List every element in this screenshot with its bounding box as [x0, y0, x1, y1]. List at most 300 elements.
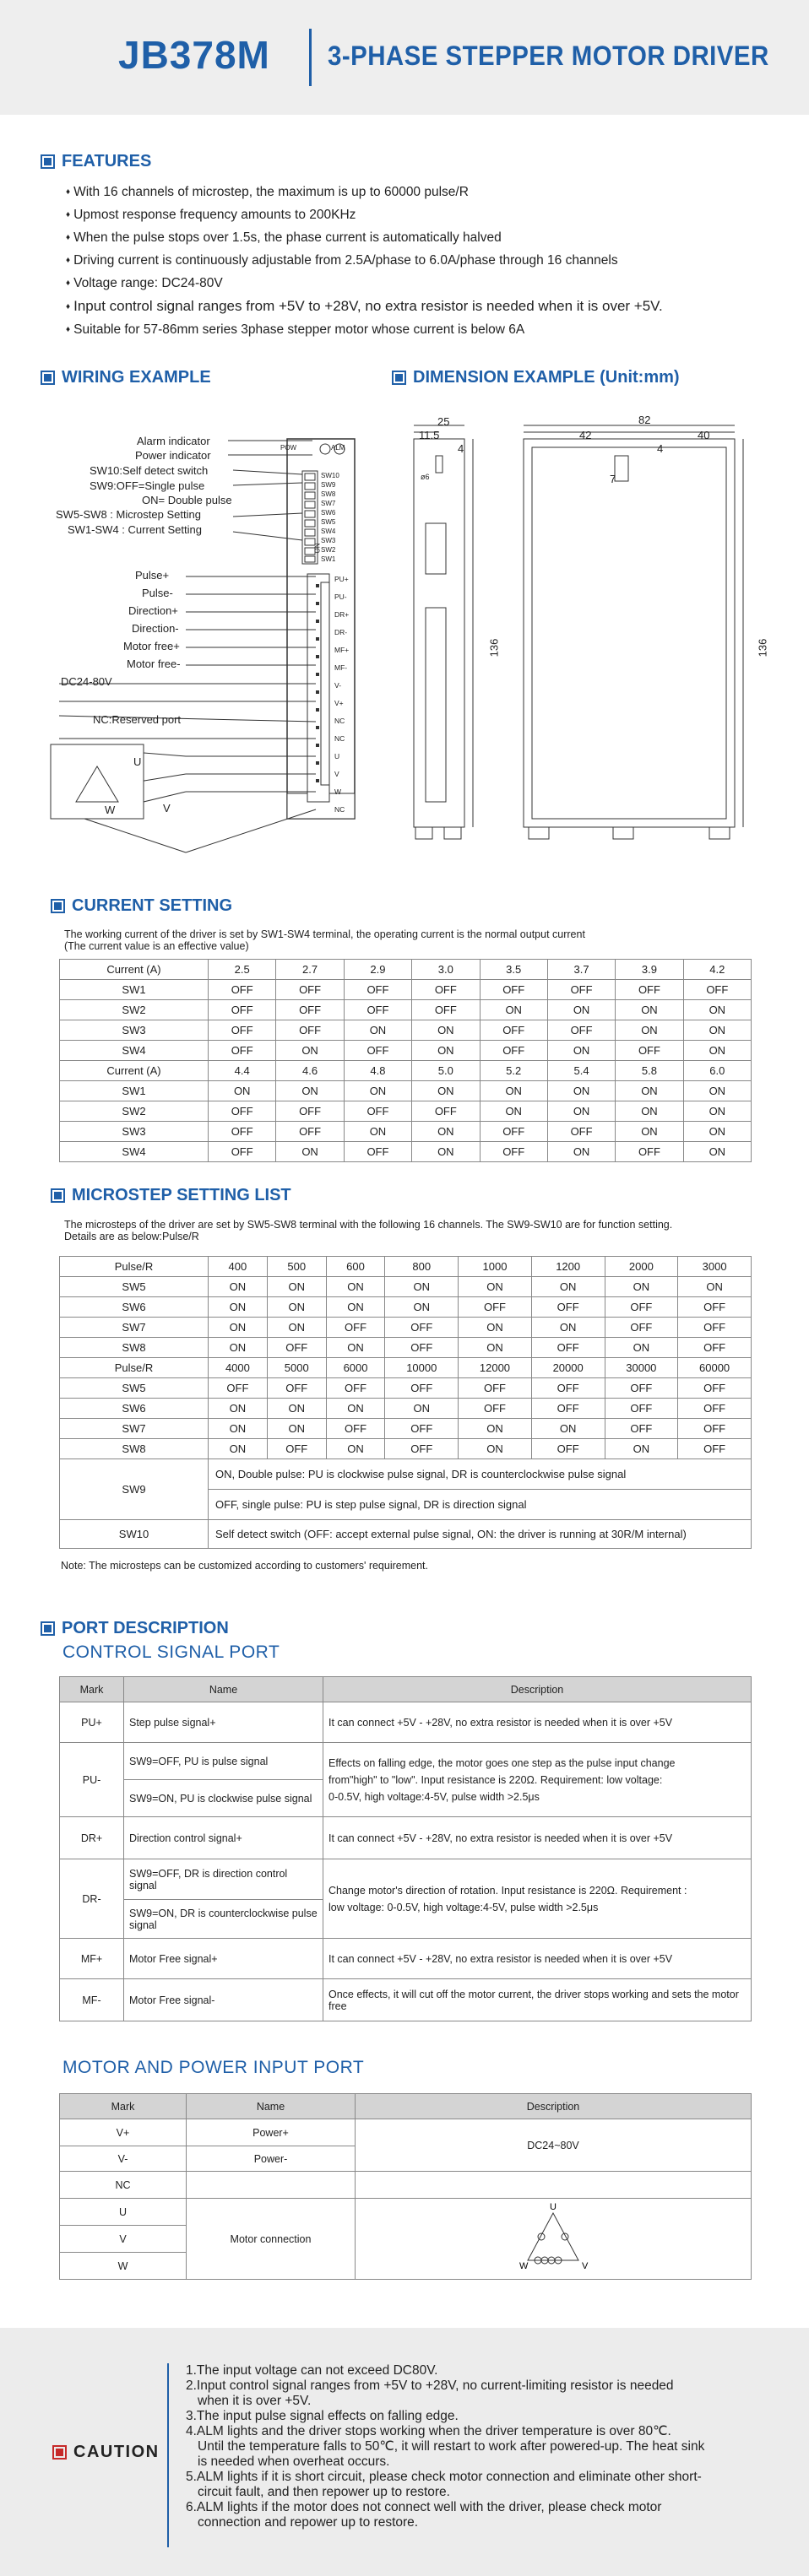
switch-label: SW2 — [321, 546, 336, 554]
table-row — [60, 1939, 752, 1979]
section-square-icon — [41, 1621, 55, 1636]
table-cell: SW5 — [60, 1277, 209, 1297]
table-cell: ON — [209, 1081, 276, 1101]
table-cell: ON — [412, 1020, 480, 1041]
table-cell: Step pulse signal+ — [124, 1702, 323, 1743]
table-cell: ON — [326, 1338, 385, 1358]
wiring-label: SW10:Self detect switch — [90, 464, 209, 477]
table-cell: ON — [385, 1297, 459, 1318]
microstep-footnote: Note: The microsteps can be customized according to customers' requirement. — [61, 1560, 428, 1572]
table-row — [60, 2172, 752, 2199]
table-cell: ON — [683, 1081, 751, 1101]
table-cell: OFF — [683, 980, 751, 1000]
table-cell: SW7 — [60, 1419, 209, 1439]
caution-divider — [167, 2363, 169, 2547]
table-cell: 3.7 — [547, 960, 615, 980]
table-row — [60, 1277, 752, 1297]
table-cell: OFF — [385, 1338, 459, 1358]
wiring-label: Direction+ — [128, 604, 178, 617]
switch-label: SW5 — [321, 518, 336, 526]
caution-list — [186, 2363, 777, 2530]
table-cell: OFF — [616, 1142, 683, 1162]
table-cell: OFF — [480, 1020, 547, 1041]
table-cell: 600 — [326, 1257, 385, 1277]
dim-front-total: 82 — [638, 414, 651, 426]
table-cell: SW9=ON, DR is counterclockwise pulse signal — [124, 1900, 323, 1939]
table-cell: ON — [412, 1142, 480, 1162]
table-cell: OFF — [385, 1378, 459, 1399]
table-cell: 2.5 — [209, 960, 276, 980]
table-cell: OFF — [480, 1041, 547, 1061]
terminal-label-list — [334, 571, 349, 819]
table-cell: ON — [605, 1338, 678, 1358]
table-cell — [356, 2199, 752, 2280]
table-cell: ON — [412, 1041, 480, 1061]
table-cell: OFF — [480, 1122, 547, 1142]
motor-phase-label: V — [163, 802, 171, 814]
table-cell: OFF — [209, 1122, 276, 1142]
table-cell: 3.0 — [412, 960, 480, 980]
dimension-heading-label: DIMENSION EXAMPLE (Unit:mm) — [413, 368, 680, 387]
table-cell: 3000 — [678, 1257, 752, 1277]
microstep-note: Details are as below:Pulse/R — [64, 1231, 199, 1242]
table-cell: 3.5 — [480, 960, 547, 980]
header-divider — [309, 29, 312, 86]
dimension-heading — [392, 368, 680, 387]
caution-item: 5.ALM lights if it is short circuit, please check motor connection and eliminate other short- — [186, 2470, 702, 2484]
table-cell: 30000 — [605, 1358, 678, 1378]
table-cell: ON — [531, 1277, 605, 1297]
table-cell: ON — [547, 1142, 615, 1162]
table-cell: OFF — [209, 1041, 276, 1061]
dim-side-height: 136 — [487, 638, 501, 658]
table-cell: OFF — [412, 1000, 480, 1020]
features-list — [66, 181, 663, 341]
wiring-label: SW1-SW4 : Current Setting — [68, 523, 202, 536]
table-cell: SW2 — [60, 1101, 209, 1122]
table-cell: MF+ — [60, 1939, 124, 1979]
table-cell: OFF — [605, 1399, 678, 1419]
table-cell: ON — [531, 1419, 605, 1439]
table-cell — [323, 1743, 752, 1817]
table-cell: OFF — [209, 1378, 268, 1399]
wiring-label: SW9:OFF=Single pulse — [90, 479, 205, 492]
table-cell: ON — [344, 1122, 411, 1142]
table-cell: OFF — [459, 1378, 532, 1399]
section-square-icon — [392, 371, 406, 385]
table-cell: OFF — [344, 1142, 411, 1162]
table-row — [60, 1702, 752, 1743]
product-title: 3-PHASE STEPPER MOTOR DRIVER — [328, 41, 769, 71]
table-cell: ON — [480, 1000, 547, 1020]
table-cell: OFF — [385, 1318, 459, 1338]
table-cell: SW6 — [60, 1297, 209, 1318]
table-cell: OFF — [480, 1142, 547, 1162]
table-cell: SW3 — [60, 1122, 209, 1142]
table-cell: SW9=OFF, PU is pulse signal — [124, 1743, 323, 1780]
control-port-title: CONTROL SIGNAL PORT — [62, 1642, 280, 1662]
table-cell: ON — [683, 1122, 751, 1142]
switch-label: SW8 — [321, 490, 336, 498]
table-cell: ON — [683, 1000, 751, 1020]
table-cell: OFF — [616, 1041, 683, 1061]
wiring-label: NC:Reserved port — [93, 713, 182, 726]
table-cell: OFF — [267, 1378, 326, 1399]
table-cell: Pulse/R — [60, 1257, 209, 1277]
table-cell: OFF — [344, 1041, 411, 1061]
table-cell: OFF — [678, 1338, 752, 1358]
features-heading — [41, 152, 151, 171]
feature-item: ♦ When the pulse stops over 1.5s, the phase current is automatically halved — [66, 226, 663, 249]
table-cell: SW9 — [60, 1459, 209, 1520]
table-header-row — [60, 2094, 752, 2119]
table-cell: ON — [344, 1020, 411, 1041]
table-cell: OFF — [209, 1142, 276, 1162]
table-cell: ON — [547, 1081, 615, 1101]
description-line: from"high" to "low". Input resistance is 220Ω. Requirement: low voltage: — [328, 1773, 663, 1786]
table-cell: SW9=ON, PU is clockwise pulse signal — [124, 1780, 323, 1817]
section-square-icon — [41, 154, 55, 169]
dim-side-a: 11.5 — [419, 429, 440, 441]
table-cell: OFF — [344, 1101, 411, 1122]
caution-item: is needed when overheat occurs. — [198, 2454, 390, 2469]
table-cell: Power+ — [187, 2119, 356, 2146]
table-cell: SW7 — [60, 1318, 209, 1338]
table-cell: 4.2 — [683, 960, 751, 980]
table-cell: ON — [683, 1041, 751, 1061]
table-row — [60, 1439, 752, 1459]
table-cell: ON — [459, 1439, 532, 1459]
table-cell: OFF — [531, 1297, 605, 1318]
dim-front-right: 40 — [698, 429, 710, 441]
table-row — [60, 980, 752, 1000]
table-cell: OFF — [276, 1101, 344, 1122]
table-cell: Once effects, it will cut off the motor current, the driver stops working and sets the motor free — [323, 1979, 752, 2021]
table-cell: 5000 — [267, 1358, 326, 1378]
table-cell: OFF — [276, 980, 344, 1000]
table-cell: OFF — [678, 1439, 752, 1459]
motor-box — [51, 744, 144, 819]
table-cell: OFF — [209, 1020, 276, 1041]
table-cell: ON — [326, 1297, 385, 1318]
table-cell: SW8 — [60, 1338, 209, 1358]
table-cell: ON — [276, 1142, 344, 1162]
table-row — [60, 1817, 752, 1859]
port-heading — [41, 1619, 229, 1638]
control-port-table — [59, 1676, 752, 2021]
table-row — [60, 960, 752, 980]
table-cell: 4.6 — [276, 1061, 344, 1081]
table-cell: OFF — [547, 1122, 615, 1142]
table-row — [60, 1000, 752, 1020]
table-cell: 3.9 — [616, 960, 683, 980]
table-cell: ON — [267, 1277, 326, 1297]
table-cell: 2000 — [605, 1257, 678, 1277]
table-cell: 4000 — [209, 1358, 268, 1378]
table-cell: OFF — [326, 1419, 385, 1439]
dimension-drawing — [405, 414, 777, 852]
table-row — [60, 2199, 752, 2226]
table-cell: 800 — [385, 1257, 459, 1277]
table-cell: OFF — [605, 1378, 678, 1399]
table-cell: ON — [209, 1297, 268, 1318]
table-row — [60, 1081, 752, 1101]
table-cell: OFF — [276, 1020, 344, 1041]
table-cell: ON — [412, 1081, 480, 1101]
table-row — [60, 1419, 752, 1439]
wiring-label: DC24-80V — [61, 675, 112, 688]
model-number: JB378M — [118, 33, 270, 77]
caution-item: Until the temperature falls to 50℃, it will restart to work after powered-up. The heat sink — [198, 2439, 705, 2454]
table-cell: Power- — [187, 2146, 356, 2172]
current-heading — [51, 896, 232, 916]
terminal-label: V- — [334, 681, 342, 690]
table-cell: 2.9 — [344, 960, 411, 980]
svg-text:W: W — [519, 2261, 529, 2271]
table-cell: ON — [276, 1041, 344, 1061]
table-cell: ON — [678, 1277, 752, 1297]
dim-side-b: 4 — [458, 442, 464, 455]
table-cell: 2.7 — [276, 960, 344, 980]
table-cell: NC — [60, 2172, 187, 2199]
wiring-label: ON= Double pulse — [142, 494, 232, 506]
current-note: The working current of the driver is set by SW1-SW4 terminal, the operating current is the normal output current — [64, 928, 585, 940]
table-cell: OFF — [605, 1297, 678, 1318]
table-row — [60, 1020, 752, 1041]
table-cell — [356, 2172, 752, 2199]
table-header: Name — [187, 2094, 356, 2119]
table-cell: 6000 — [326, 1358, 385, 1378]
table-cell: ON — [326, 1439, 385, 1459]
table-cell: PU- — [60, 1743, 124, 1817]
table-cell: 1200 — [531, 1257, 605, 1277]
table-cell: 400 — [209, 1257, 268, 1277]
table-cell: ON — [209, 1318, 268, 1338]
table-cell: OFF — [209, 1000, 276, 1020]
switch-label: SW7 — [321, 500, 336, 507]
table-cell: ON — [267, 1419, 326, 1439]
switch-label: SW3 — [321, 537, 336, 544]
table-cell: DC24~80V — [356, 2119, 752, 2172]
table-cell: OFF — [531, 1439, 605, 1459]
table-cell: ON — [683, 1101, 751, 1122]
switch-label: SW4 — [321, 528, 336, 535]
table-cell: ON — [459, 1338, 532, 1358]
table-header: Description — [356, 2094, 752, 2119]
table-cell: ON — [459, 1419, 532, 1439]
table-row — [60, 1142, 752, 1162]
table-cell: ON — [605, 1439, 678, 1459]
table-cell: OFF — [412, 1101, 480, 1122]
caution-item: 2.Input control signal ranges from +5V to +28V, no current-limiting resistor is needed — [186, 2378, 674, 2393]
table-cell: OFF — [459, 1297, 532, 1318]
table-cell: ON — [267, 1318, 326, 1338]
table-cell: OFF — [459, 1399, 532, 1419]
svg-text:V: V — [582, 2261, 589, 2271]
table-row — [60, 1122, 752, 1142]
table-cell: 5.8 — [616, 1061, 683, 1081]
table-cell: ON — [267, 1399, 326, 1419]
wiring-label: Alarm indicator — [137, 435, 210, 447]
dim-front-height: 136 — [756, 638, 769, 658]
wiring-label: Motor free+ — [123, 640, 180, 652]
table-cell: ON — [209, 1338, 268, 1358]
table-row — [60, 2119, 752, 2146]
table-cell: 500 — [267, 1257, 326, 1277]
table-cell: OFF — [678, 1378, 752, 1399]
table-row — [60, 1061, 752, 1081]
power-port-table — [59, 2093, 752, 2280]
table-row — [60, 1520, 752, 1549]
table-cell: 5.0 — [412, 1061, 480, 1081]
wiring-label: Direction- — [132, 622, 179, 635]
table-cell: Self detect switch (OFF: accept external pulse signal, ON: the driver is running at 30R/M internal) — [209, 1520, 752, 1549]
terminal-label: DR- — [334, 628, 348, 636]
description-line: 0-0.5V, high voltage:4-5V, pulse width >2.5μs — [328, 1790, 540, 1803]
table-header: Name — [124, 1677, 323, 1702]
table-cell: ON — [547, 1000, 615, 1020]
table-cell: ON — [385, 1399, 459, 1419]
table-cell: 10000 — [385, 1358, 459, 1378]
alm-label: ALM — [331, 444, 345, 452]
table-cell: MF- — [60, 1979, 124, 2021]
table-cell: OFF — [385, 1419, 459, 1439]
section-square-icon — [41, 371, 55, 385]
table-cell: ON — [605, 1277, 678, 1297]
terminal-label: U — [334, 752, 340, 760]
table-cell: ON — [547, 1041, 615, 1061]
table-cell: OFF — [267, 1338, 326, 1358]
terminal-label: W — [334, 787, 342, 796]
switch-label: SW6 — [321, 509, 336, 517]
terminal-label: MF+ — [334, 646, 350, 654]
switch-label-list — [321, 471, 339, 564]
table-cell: 4.8 — [344, 1061, 411, 1081]
current-table — [59, 959, 752, 1162]
table-cell: ON — [616, 1081, 683, 1101]
wiring-label: Power indicator — [135, 449, 211, 462]
table-cell: It can connect +5V - +28V, no extra resistor is needed when it is over +5V — [323, 1702, 752, 1743]
microstep-table — [59, 1256, 752, 1549]
table-cell: Motor connection — [187, 2199, 356, 2280]
table-cell: Motor Free signal- — [124, 1979, 323, 2021]
terminal-label: V+ — [334, 699, 344, 707]
dimension-svg — [405, 414, 777, 852]
wiring-heading-label: WIRING EXAMPLE — [62, 368, 211, 387]
table-cell: ON — [459, 1277, 532, 1297]
description-line: Effects on falling edge, the motor goes one step as the pulse input change — [328, 1756, 676, 1769]
caution-item: when it is over +5V. — [198, 2394, 312, 2408]
table-cell: OFF — [276, 1000, 344, 1020]
table-row — [60, 1041, 752, 1061]
table-cell: ON — [683, 1142, 751, 1162]
table-cell: Current (A) — [60, 960, 209, 980]
description-line: Change motor's direction of rotation. Input resistance is 220Ω. Requirement : — [328, 1884, 687, 1897]
switch-label: SW9 — [321, 481, 336, 489]
section-square-icon — [52, 2445, 67, 2460]
table-cell: ON — [209, 1399, 268, 1419]
dim-side-c: ø6 — [421, 473, 430, 481]
table-cell: V+ — [60, 2119, 187, 2146]
table-cell: 5.4 — [547, 1061, 615, 1081]
caution-item: 6.ALM lights if the motor does not connect well with the driver, please check motor — [186, 2500, 662, 2514]
table-cell: OFF — [678, 1297, 752, 1318]
table-cell: ON — [267, 1297, 326, 1318]
table-cell: ON — [616, 1101, 683, 1122]
table-cell: SW9=OFF, DR is direction control signal — [124, 1859, 323, 1900]
current-heading-label: CURRENT SETTING — [72, 896, 232, 915]
table-cell: OFF — [616, 980, 683, 1000]
table-row — [60, 1318, 752, 1338]
microstep-note: The microsteps of the driver are set by SW5-SW8 terminal with the following 16 channels. The SW9-SW10 are for function setting. — [64, 1219, 673, 1231]
feature-item: ♦ Suitable for 57-86mm series 3phase stepper motor whose current is below 6A — [66, 318, 663, 341]
table-cell: OFF — [547, 980, 615, 1000]
table-cell: SW1 — [60, 1081, 209, 1101]
table-cell: PU+ — [60, 1702, 124, 1743]
terminal-label: MF- — [334, 663, 348, 672]
feature-item: ♦ Upmost response frequency amounts to 200KHz — [66, 203, 663, 226]
caution-heading-label: CAUTION — [73, 2443, 160, 2461]
table-cell: 6.0 — [683, 1061, 751, 1081]
current-note: (The current value is an effective value) — [64, 940, 249, 952]
table-cell: It can connect +5V - +28V, no extra resistor is needed when it is over +5V — [323, 1939, 752, 1979]
table-row — [60, 1399, 752, 1419]
caution-item: 4.ALM lights and the driver stops working when the driver temperature is over 80℃. — [186, 2424, 671, 2438]
table-cell: OFF, single pulse: PU is step pulse signal, DR is direction signal — [209, 1490, 752, 1520]
feature-item: ♦ Input control signal ranges from +5V to +28V, no extra resistor is needed when it is over +5V. — [66, 295, 663, 318]
caution-item: connection and repower up to restore. — [198, 2515, 419, 2530]
table-cell: OFF — [547, 1020, 615, 1041]
wiring-label: Motor free- — [127, 658, 181, 670]
table-row — [60, 1338, 752, 1358]
table-cell: SW2 — [60, 1000, 209, 1020]
feature-item: ♦ With 16 channels of microstep, the maximum is up to 60000 pulse/R — [66, 181, 663, 203]
table-cell: Pulse/R — [60, 1358, 209, 1378]
table-cell: OFF — [344, 980, 411, 1000]
table-cell: OFF — [605, 1318, 678, 1338]
table-cell: 5.2 — [480, 1061, 547, 1081]
table-cell: OFF — [605, 1419, 678, 1439]
table-cell: OFF — [678, 1399, 752, 1419]
table-cell: OFF — [209, 980, 276, 1000]
table-cell: SW6 — [60, 1399, 209, 1419]
terminal-label: NC — [334, 805, 345, 814]
table-cell: It can connect +5V - +28V, no extra resistor is needed when it is over +5V — [323, 1817, 752, 1859]
caution-item: circuit fault, and then repower up to restore. — [198, 2485, 450, 2499]
table-cell: 4.4 — [209, 1061, 276, 1081]
table-row — [60, 1459, 752, 1490]
feature-item: ♦ Driving current is continuously adjustable from 2.5A/phase to 6.0A/phase through 16 channels — [66, 249, 663, 272]
table-cell: DR- — [60, 1859, 124, 1939]
table-cell: Current (A) — [60, 1061, 209, 1081]
table-cell: SW5 — [60, 1378, 209, 1399]
table-cell: ON — [276, 1081, 344, 1101]
terminal-label: PU+ — [334, 575, 349, 583]
section-square-icon — [51, 1188, 65, 1203]
table-cell: ON — [547, 1101, 615, 1122]
table-cell: ON — [326, 1399, 385, 1419]
switch-label: SW1 — [321, 555, 336, 563]
table-header: Description — [323, 1677, 752, 1702]
table-header: Mark — [60, 1677, 124, 1702]
table-cell: SW8 — [60, 1439, 209, 1459]
pow-label: POW — [280, 444, 297, 452]
caution-heading — [52, 2443, 160, 2462]
table-row — [60, 1979, 752, 2021]
table-cell: ON — [344, 1081, 411, 1101]
table-row — [60, 1257, 752, 1277]
caution-item: 3.The input pulse signal effects on falling edge. — [186, 2409, 459, 2423]
